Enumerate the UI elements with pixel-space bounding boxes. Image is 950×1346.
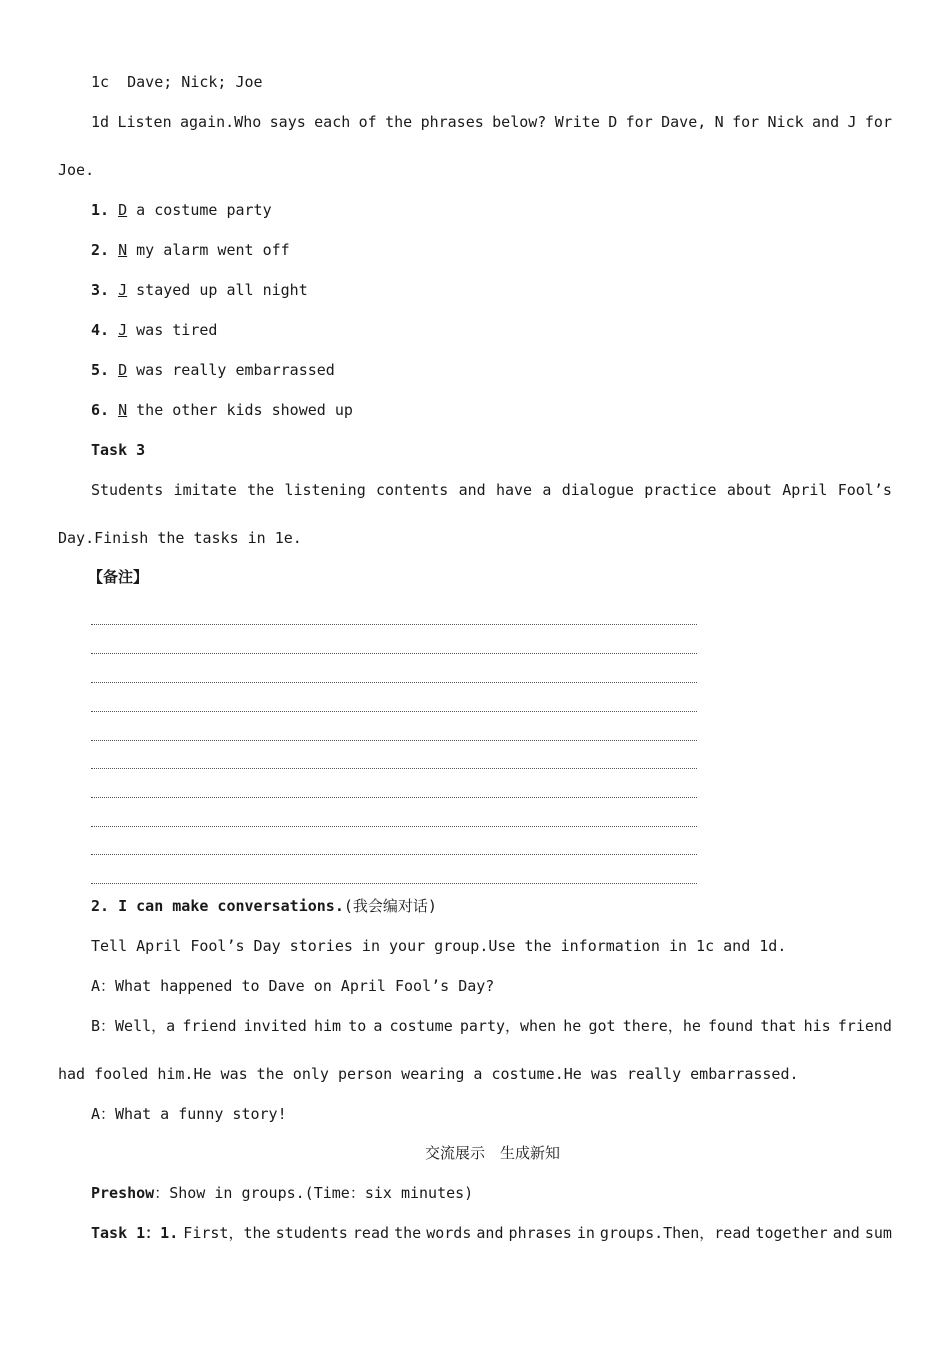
task1-word: phrases: [508, 1224, 572, 1242]
note-line[interactable]: [91, 854, 697, 855]
task1-word: the: [394, 1224, 422, 1242]
task3-word: contents: [376, 481, 449, 499]
dialogue-b-word: he: [563, 1017, 582, 1035]
item-answer: N: [118, 401, 128, 419]
instruction-1d-word: for: [625, 113, 653, 131]
instruction-1d-word: Write: [554, 113, 600, 131]
preshow-label: Preshow: [91, 1184, 155, 1202]
task3-word: listening: [284, 481, 366, 499]
dialogue-b-word: that: [760, 1017, 797, 1035]
task3-word: Fool’s: [837, 481, 892, 499]
task3-word: April: [782, 481, 828, 499]
dialogue-b-word: friend: [182, 1017, 237, 1035]
task3-word: Students: [91, 481, 164, 499]
task3-heading: Task 3: [91, 441, 146, 459]
answer-item: [91, 240, 290, 260]
dialogue-b-word: him: [313, 1017, 342, 1035]
item-text: was tired: [136, 321, 218, 339]
task1-word: groups.Then，read: [599, 1224, 751, 1242]
dialogue-line-b-continued: had fooled him.He was the only person wearing a costume.He was really embarrassed.: [58, 1065, 799, 1083]
section2-title: I can make conversations.: [118, 897, 344, 915]
item-number: 6.: [91, 401, 110, 419]
task3-word: practice: [644, 481, 717, 499]
instruction-1d: [91, 112, 892, 132]
answer-item: [91, 320, 217, 340]
instruction-1d-word: the: [385, 113, 413, 131]
item-text: my alarm went off: [136, 241, 290, 259]
note-line[interactable]: [91, 826, 697, 827]
item-answer: D: [118, 201, 128, 219]
task3-word: about: [726, 481, 772, 499]
item-text: stayed up all night: [136, 281, 308, 299]
dialogue-line-b: [91, 1016, 892, 1036]
item-number: 4.: [91, 321, 110, 339]
instruction-1d-word: phrases: [420, 113, 484, 131]
note-line[interactable]: [91, 797, 697, 798]
task1-word: and: [476, 1224, 504, 1242]
dialogue-b-word: party，when: [459, 1017, 557, 1035]
section2-title-cn: (我会编对话): [343, 897, 437, 915]
note-line[interactable]: [91, 624, 697, 625]
answer-1c: [91, 72, 263, 92]
note-line[interactable]: [91, 883, 697, 884]
instruction-1d-word: for: [864, 113, 892, 131]
task3-word: have: [495, 481, 533, 499]
task1-label: Task 1：1.: [91, 1224, 179, 1242]
instruction-1d-word: Nick: [767, 113, 804, 131]
instruction-1d-word: N: [714, 113, 724, 131]
dialogue-line-a1: A：What happened to Dave on April Fool’s Day?: [91, 977, 495, 995]
label-1c: 1c: [91, 73, 110, 91]
note-line[interactable]: [91, 768, 697, 769]
instruction-1d-word: again.Who: [180, 113, 262, 131]
answer-item: [91, 280, 308, 300]
task1-line: [91, 1223, 892, 1243]
item-answer: N: [118, 241, 128, 259]
dialogue-b-word: friend: [837, 1017, 892, 1035]
item-answer: J: [118, 321, 128, 339]
answer-1c-text: Dave; Nick; Joe: [127, 73, 263, 91]
item-text: was really embarrassed: [136, 361, 335, 379]
instruction-1d-word: Listen: [117, 113, 172, 131]
task3-text: [91, 480, 892, 500]
item-number: 2.: [91, 241, 110, 259]
answer-item: [91, 360, 335, 380]
instruction-1d-word: and: [812, 113, 840, 131]
task1-word: together: [755, 1224, 828, 1242]
item-number: 3.: [91, 281, 110, 299]
item-number: 5.: [91, 361, 110, 379]
task1-word: in: [576, 1224, 595, 1242]
instruction-1d-continued: Joe.: [58, 161, 95, 179]
task1-word: First，the: [183, 1224, 271, 1242]
section2-instruction: Tell April Fool’s Day stories in your group.Use the information in 1c and 1d.: [91, 937, 787, 955]
section2-number: 2.: [91, 897, 110, 915]
label-1d: 1d: [91, 113, 110, 131]
instruction-1d-word: of: [358, 113, 377, 131]
dialogue-b-word: to: [348, 1017, 367, 1035]
instruction-1d-word: J: [847, 113, 857, 131]
note-line[interactable]: [91, 682, 697, 683]
item-answer: J: [118, 281, 128, 299]
instruction-1d-word: Dave,: [661, 113, 707, 131]
preshow-text: ：Show in groups.(Time：six minutes): [154, 1184, 474, 1202]
item-text: a costume party: [136, 201, 272, 219]
dialogue-b-word: a: [373, 1017, 383, 1035]
task1-word: read: [352, 1224, 390, 1242]
task1-word: words: [426, 1224, 472, 1242]
instruction-1d-word: says: [269, 113, 306, 131]
task3-text-continued: Day.Finish the tasks in 1e.: [58, 529, 302, 547]
note-line[interactable]: [91, 711, 697, 712]
task3-word: the: [247, 481, 275, 499]
notes-label: 【备注】: [88, 568, 149, 586]
task3-word: dialogue: [561, 481, 634, 499]
task3-word: and: [458, 481, 486, 499]
task3-word: imitate: [173, 481, 237, 499]
answer-item: [91, 200, 272, 220]
dialogue-b-word: invited: [243, 1017, 307, 1035]
answer-item: [91, 400, 353, 420]
item-number: 1.: [91, 201, 110, 219]
dialogue-b-word: costume: [389, 1017, 453, 1035]
section-title: 交流展示 生成新知: [424, 1144, 560, 1162]
task1-word: and: [832, 1224, 860, 1242]
task1-word: sum: [864, 1224, 892, 1242]
dialogue-b-word: there，he: [622, 1017, 701, 1035]
dialogue-b-word: B：Well，a: [91, 1017, 176, 1035]
preshow-line: [91, 1183, 473, 1203]
dialogue-b-word: his: [803, 1017, 831, 1035]
dialogue-b-word: found: [708, 1017, 754, 1035]
section2-heading: [91, 896, 437, 916]
instruction-1d-word: D: [608, 113, 618, 131]
task3-word: a: [542, 481, 552, 499]
instruction-1d-word: for: [732, 113, 760, 131]
instruction-1d-word: below?: [492, 113, 547, 131]
instruction-1d-word: each: [314, 113, 351, 131]
item-text: the other kids showed up: [136, 401, 353, 419]
note-line[interactable]: [91, 740, 697, 741]
task1-word: students: [275, 1224, 348, 1242]
dialogue-b-word: got: [588, 1017, 616, 1035]
note-line[interactable]: [91, 653, 697, 654]
dialogue-line-a2: A：What a funny story!: [91, 1105, 287, 1123]
item-answer: D: [118, 361, 128, 379]
